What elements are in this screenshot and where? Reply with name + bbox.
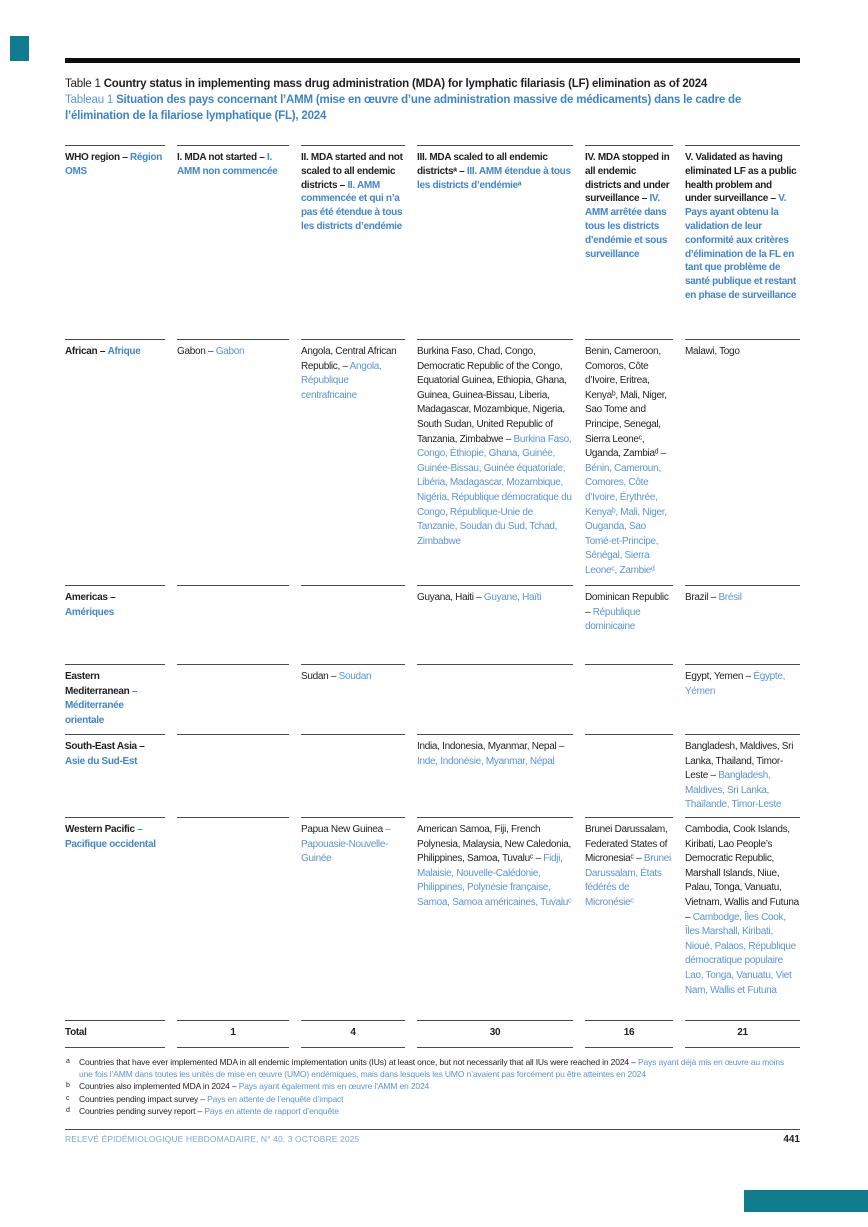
region-name-en: Western Pacific <box>65 823 135 835</box>
region-cell <box>65 734 165 817</box>
teal-edge-tab-top-left <box>10 36 29 61</box>
countries-cell: Cambodia, Cook Islands, Kiribati, Lao People’s Democratic Republic, Marshall Islands, Niue, Palau, Tonga, Vanuatu, Vietnam, Wallis and Futuna – Cambodge, Îles Cook, Îles Marshall, Kiribati, Nioué, Palaos, République démocratique populaire Lao, Tonga, Vanuatu, Viet Nam, Wallis et Futuna <box>685 817 800 1020</box>
footnote-marker: d <box>66 1107 70 1115</box>
countries-cell: Bangladesh, Maldives, Sri Lanka, Thailand, Timor-Leste – Bangladesh, Maldives, Sri Lanka, Thaïlande, Timor-Leste <box>685 734 800 817</box>
region-name-fr: – Pacifique occidental <box>65 823 156 850</box>
page-footer <box>65 1129 800 1145</box>
col-header-fr: III. AMM étendue à tous les districts d’endémieᵃ <box>417 165 571 191</box>
region-name-fr: Afrique <box>107 346 141 357</box>
table-row-south-east-asia <box>65 734 800 817</box>
countries-cell: Papua New Guinea – Papouasie-Nouvelle-Guinée <box>301 817 405 1020</box>
countries-cell <box>585 734 673 817</box>
table-row-eastern-mediterranean <box>65 664 800 734</box>
countries-cell: Burkina Faso, Chad, Congo, Democratic Republic of the Congo, Equatorial Guinea, Ethiopia, Ghana, Guinea, Guinea-Bissau, Liberia, Madagascar, Mozambique, Nigeria, South Sudan, United Republic of Tanzania, Zimbabwe – Burkina Faso, Congo, Éthiopie, Ghana, Guinée, Guinée-Bissau, Guinée équatoriale, Libéria, Madagascar, Mozambique, Nigéria, République démocratique du Congo, République-Unie de Tanzanie, Soudan du Sud, Tchad, Zimbabwe <box>417 339 573 585</box>
countries-cell: Gabon – Gabon <box>177 339 289 585</box>
region-name-fr: – Méditerranée orientale <box>65 685 138 726</box>
countries-cell: Guyana, Haiti – Guyane, Haïti <box>417 585 573 664</box>
countries-cell <box>177 734 289 817</box>
table-title-fr: Situation des pays concernant l’AMM (mise en œuvre d’une administration massive de médicaments) dans le cadre de l’élimination de la filariose lymphatique (FL), 2024 <box>65 94 742 122</box>
region-name-en: South-East Asia – <box>65 741 145 752</box>
status-table <box>65 145 800 1048</box>
col-header-en: I. MDA not started – <box>177 152 265 163</box>
region-name-en: African – <box>65 346 106 357</box>
countries-cell: Angola, Central African Republic, – Angola, République centrafricaine <box>301 339 405 585</box>
table-row-americas <box>65 585 800 664</box>
col-header-fr: V. Pays ayant obtenu la validation de leur conformité aux critères d’élimination de la FL en tant que problème de santé publique et restant en phase de surveillance <box>685 193 797 301</box>
region-name-fr: Amériques <box>65 606 114 618</box>
journal-name: RELEVÉ ÉPIDÉMIOLOGIQUE HEBDOMADAIRE, N° 40, 3 OCTOBRE 2025 <box>65 1134 360 1144</box>
footnote-b: b Countries also implemented MDA in 2024 – Pays ayant également mis en œuvre l’AMM en 2024 <box>66 1081 430 1092</box>
col-header-en: III. MDA scaled to all endemic districtsᵃ – <box>417 152 548 177</box>
countries-cell: American Samoa, Fiji, French Polynesia, Malaysia, New Caledonia, Philippines, Samoa, Tuvaluᶜ – Fidji, Malaisie, Nouvelle-Calédonie, Philippines, Polynésie française, Samoa, Samoa américaines, Tuvaluᶜ <box>417 817 573 1020</box>
region-name-fr: Asie du Sud-Est <box>65 755 138 767</box>
region-name-en: Americas – <box>65 592 116 603</box>
col-header-mda-stopped <box>585 145 673 339</box>
region-name-en: Eastern Mediterranean <box>65 671 130 697</box>
footnote-marker: b <box>66 1082 70 1090</box>
total-value-col1: 1 <box>177 1020 289 1048</box>
footnote-marker: a <box>66 1057 70 1065</box>
col-header-mda-scaled <box>417 145 573 339</box>
countries-cell: Brazil – Brésil <box>685 585 800 664</box>
col-header-fr: Région OMS <box>65 152 163 177</box>
col-header-who-region <box>65 145 165 339</box>
countries-cell: India, Indonesia, Myanmar, Nepal – Inde, Indonésie, Myanmar, Népal <box>417 734 573 817</box>
col-header-validated <box>685 145 800 339</box>
table-row-western-pacific <box>65 817 800 1020</box>
countries-cell: Sudan – Soudan <box>301 664 405 734</box>
title-rule-bar <box>65 58 800 63</box>
col-header-en: WHO region – <box>65 152 128 163</box>
table-title-en: Country status in implementing mass drug administration (MDA) for lymphatic filariasis (LF) elimination as of 2024 <box>103 78 708 90</box>
page-number: 441 <box>783 1134 800 1145</box>
total-value-col2: 4 <box>301 1020 405 1048</box>
table-header-row <box>65 145 800 339</box>
page-content <box>65 0 800 1119</box>
table-title-block <box>65 76 800 124</box>
footnote-c: c Countries pending impact survey – Pays en attente de l’enquête d’impact <box>66 1093 344 1104</box>
region-cell <box>65 585 165 664</box>
col-header-mda-started <box>301 145 405 339</box>
countries-cell: Brunei Darussalam, Federated States of Micronesiaᶜ – Brunei Darussalam, États fédérés de Micronésieᶜ <box>585 817 673 1020</box>
countries-cell <box>585 664 673 734</box>
countries-cell: Malawi, Togo <box>685 339 800 585</box>
col-header-en: V. Validated as having eliminated LF as a public health problem and under surveillance – <box>685 152 797 205</box>
countries-cell: Benin, Cameroon, Comoros, Côte d’Ivoire, Eritrea, Kenyaᵇ, Mali, Niger, Sao Tome and Principe, Senegal, Sierra Leoneᶜ, Uganda, Zambiaᵈ – Bénin, Cameroun, Comores, Côte d’Ivoire, Érythrée, Kenyaᵇ, Mali, Niger, Ouganda, Sao Tomé-et-Principe, Sénégal, Sierra Leoneᶜ, Zambieᵈ <box>585 339 673 585</box>
teal-edge-tab-bottom-right <box>744 1190 868 1212</box>
countries-cell: Dominican Republic – République dominicaine <box>585 585 673 664</box>
footnote-a: a Countries that have ever implemented MDA in all endemic implementation units (IUs) at least once, but not necessarily that all IUs were reached in 2024 – Pays ayant déjà mis en œuvre au moins une fois l’AMM dans toutes les unités de mise en œuvre (UMO) endémiques, mais dans lesquels les UMO n’avaient pas forcément pu être atteintes en 2024 <box>66 1056 785 1079</box>
countries-cell <box>177 817 289 1020</box>
col-header-en: II. MDA started and not scaled to all endemic districts – <box>301 152 403 191</box>
footnote-d: d Countries pending survey report – Pays en attente de rapport d’enquête <box>66 1106 339 1117</box>
table-label-fr: Tableau 1 <box>65 94 114 106</box>
total-value-col3: 30 <box>417 1020 573 1048</box>
table-total-row <box>65 1020 800 1048</box>
col-header-fr: IV. AMM arrêtée dans tous les districts d’endémie et sous surveillance <box>585 193 668 260</box>
col-header-fr: II. AMM commencée et qui n’a pas été étendue à tous les districts d’endémie <box>301 179 403 232</box>
table-row-african <box>65 339 800 585</box>
total-value-col5: 21 <box>685 1020 800 1048</box>
table-label-en: Table 1 <box>65 78 101 90</box>
countries-cell <box>177 664 289 734</box>
footnote-marker: c <box>66 1094 70 1102</box>
countries-cell <box>417 664 573 734</box>
region-cell <box>65 664 165 734</box>
countries-cell: Egypt, Yemen – Égypte, Yémen <box>685 664 800 734</box>
countries-cell <box>301 734 405 817</box>
region-cell <box>65 339 165 585</box>
col-header-mda-not-started <box>177 145 289 339</box>
total-value-col4: 16 <box>585 1020 673 1048</box>
total-label: Total <box>65 1020 165 1048</box>
region-cell <box>65 817 165 1020</box>
col-header-fr: I. AMM non commencée <box>177 152 278 177</box>
col-header-en: IV. MDA stopped in all endemic districts and under surveillance – <box>585 152 670 205</box>
countries-cell <box>301 585 405 664</box>
footnotes-block <box>65 1057 800 1118</box>
countries-cell <box>177 585 289 664</box>
